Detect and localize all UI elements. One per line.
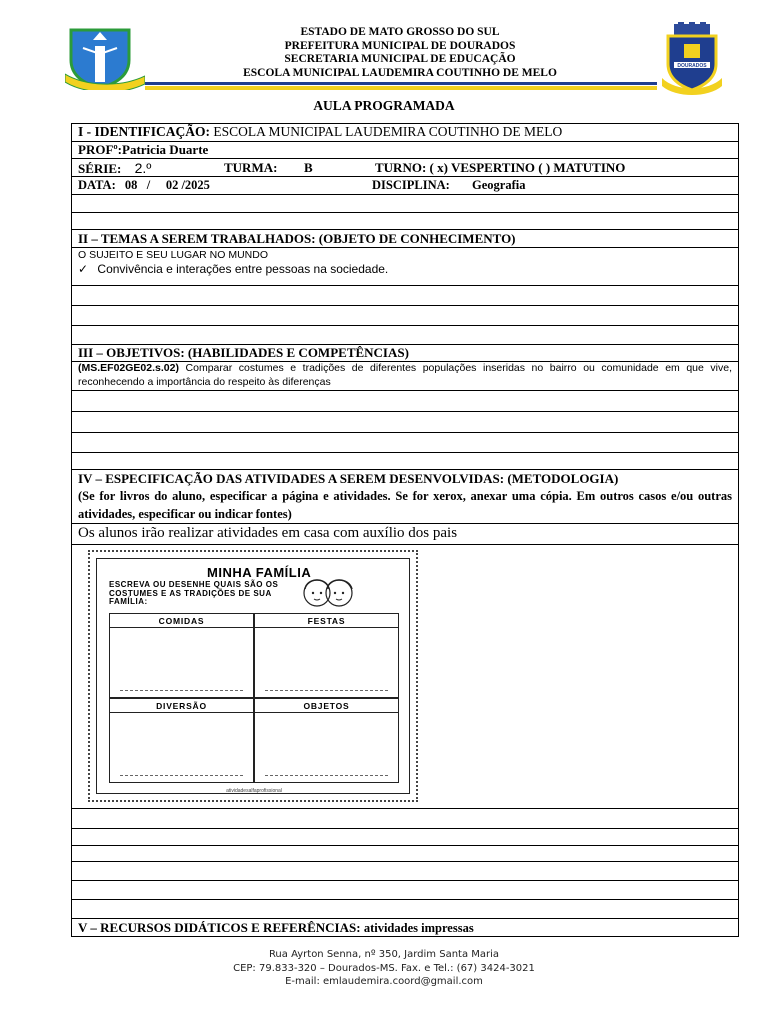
recursos-row: [78, 920, 732, 936]
objetivo-texto: Comparar costumes e tradições de diferentes populações inseridas no bairro ou comunidade em que vive, reconhecendo a importância do respeito às diferenças: [78, 362, 732, 388]
row-identificacao: [72, 124, 738, 142]
worksheet-image: [88, 550, 418, 802]
turma-value: B: [304, 160, 313, 175]
row-data: [72, 177, 738, 195]
blank-row: [72, 195, 738, 213]
divider: [72, 808, 738, 809]
divider: [72, 899, 738, 900]
identificacao-heading: I - IDENTIFICAÇÃO:: [78, 124, 211, 139]
worksheet-box-label: FESTAS: [307, 616, 346, 626]
escola-name: ESCOLA MUNICIPAL LAUDEMIRA COUTINHO DE MELO: [213, 124, 563, 139]
turno-options: TURNO: ( x) VESPERTINO ( ) MATUTINO: [375, 160, 626, 175]
atividades-heading: IV – ESPECIFICAÇÃO DAS ATIVIDADES A SEREM DESENVOLVIDAS: (METODOLOGIA): [78, 471, 619, 486]
row-temas-content: [72, 248, 738, 286]
lesson-plan-form: [71, 123, 739, 937]
page-footer: [0, 948, 768, 989]
worksheet-grid: [109, 613, 399, 783]
header-line-state: ESTADO DE MATO GROSSO DO SUL: [300, 26, 500, 38]
blank-row: [72, 391, 738, 412]
recursos-heading: V – RECURSOS DIDÁTICOS E REFERÊNCIAS:: [78, 920, 361, 935]
atividades-instrucao: (Se for livros do aluno, especificar a página e atividades. Se for xerox, anexar uma cópia. Em outros casos e/ou outras atividades, especificar ou indicar fontes): [78, 489, 732, 521]
serie-label: SÉRIE:: [78, 161, 122, 176]
objetivos-heading: III – OBJETIVOS: (HABILIDADES E COMPETÊNCIAS): [78, 345, 409, 360]
turma-label: TURMA:: [224, 160, 278, 175]
worksheet-box-festas: [254, 613, 399, 698]
blank-row: [72, 306, 738, 326]
row-objetivos-heading: [72, 345, 738, 362]
divider: [72, 918, 738, 919]
blank-row: [72, 412, 738, 433]
header-block: [190, 26, 610, 80]
worksheet-box-comidas: [109, 613, 254, 698]
footer-contact: CEP: 79.833-320 – Dourados-MS. Fax. e Tel.: (67) 3424-3021: [233, 962, 535, 974]
footer-email: E-mail: emlaudemira.coord@gmail.com: [285, 976, 483, 987]
worksheet-instruction: ESCREVA OU DESENHE QUAIS SÃO OS COSTUMES E AS TRADIÇÕES DE SUA FAMÍLIA:: [109, 580, 279, 606]
row-atividades-heading: [72, 470, 738, 524]
objetivo-codigo: (MS.EF02GE02.s.02): [78, 362, 179, 374]
temas-item: Convivência e interações entre pessoas na sociedade.: [97, 262, 389, 276]
divider: [72, 845, 738, 846]
divider: [72, 828, 738, 829]
header-rule-blue: [145, 82, 657, 85]
worksheet-box-label: OBJETOS: [303, 701, 350, 711]
prof-label: PROFº:: [78, 142, 123, 157]
blank-row: [72, 326, 738, 345]
row-serie: [72, 159, 738, 177]
blank-row: [72, 433, 738, 453]
worksheet-sheet: [96, 558, 410, 794]
worksheet-box-label: COMIDAS: [158, 616, 205, 626]
children-drawing-icon: [297, 573, 357, 611]
check-icon: ✓: [78, 262, 89, 276]
disciplina-label: DISCIPLINA:: [372, 178, 450, 192]
worksheet-title: MINHA FAMÍLIA: [207, 565, 312, 580]
blank-row: [72, 453, 738, 470]
serie-value: 2.º: [134, 160, 152, 176]
document-title: AULA PROGRAMADA: [313, 98, 455, 113]
row-temas-heading: [72, 230, 738, 248]
row-prof: [72, 142, 738, 159]
row-objetivos-content: [72, 362, 738, 391]
divider: [72, 861, 738, 862]
header-line-prefeitura: PREFEITURA MUNICIPAL DE DOURADOS: [284, 39, 516, 52]
temas-unidade: O SUJEITO E SEU LUGAR NO MUNDO: [78, 249, 268, 261]
temas-heading: II – TEMAS A SEREM TRABALHADOS: (OBJETO DE CONHECIMENTO): [78, 231, 516, 246]
recursos-valor: atividades impressas: [363, 921, 474, 935]
footer-address: Rua Ayrton Senna, nº 350, Jardim Santa Maria: [268, 949, 500, 960]
worksheet-box-diversao: [109, 698, 254, 783]
coat-of-arms-label: DOURADOS: [677, 63, 707, 69]
divider: [72, 880, 738, 881]
school-logo-icon: [65, 26, 145, 90]
disciplina-value: Geografia: [472, 178, 526, 192]
header-line-escola: ESCOLA MUNICIPAL LAUDEMIRA COUTINHO DE MELO: [243, 66, 557, 79]
blank-row: [72, 286, 738, 306]
blank-row: [72, 213, 738, 230]
header-rule-yellow: [145, 86, 657, 90]
divider: [72, 544, 738, 545]
data-label: DATA:: [78, 178, 116, 192]
worksheet-box-objetos: [254, 698, 399, 783]
prof-name: Patricia Duarte: [122, 142, 209, 157]
atividades-descricao: Os alunos irão realizar atividades em casa com auxílio dos pais: [78, 525, 458, 541]
data-value: 08 / 02 /2025: [124, 178, 210, 192]
city-coat-of-arms-icon: [660, 22, 724, 96]
header-line-secretaria: SECRETARIA MUNICIPAL DE EDUCAÇÃO: [284, 53, 516, 65]
worksheet-footer: atividadesalfaprofissional: [226, 788, 282, 794]
worksheet-box-label: DIVERSÃO: [156, 701, 207, 711]
